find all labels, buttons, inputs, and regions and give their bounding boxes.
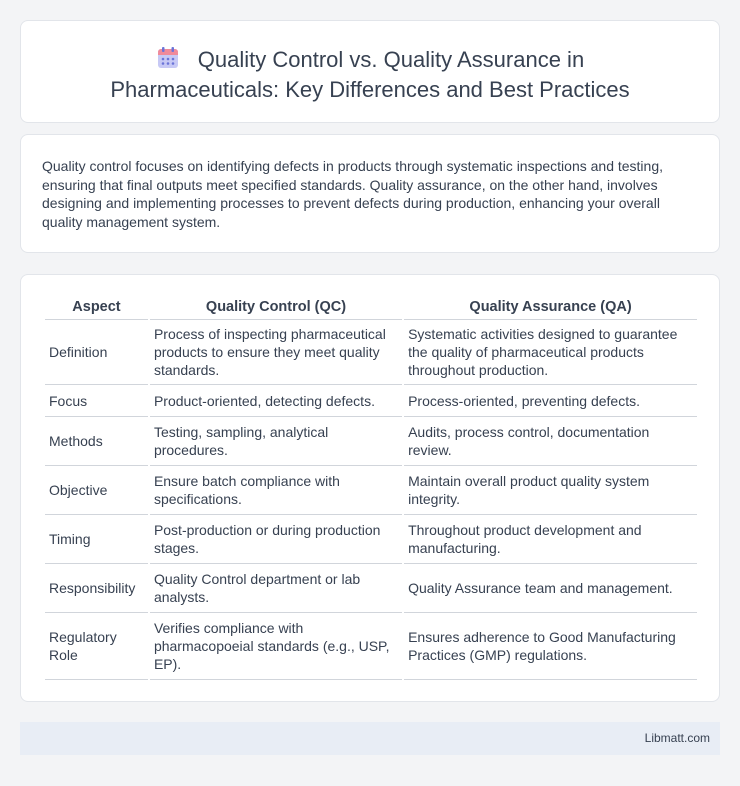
title-line-2: Pharmaceuticals: Key Differences and Best Practices: [110, 77, 630, 102]
comparison-table: [43, 295, 699, 680]
table-row: [45, 466, 697, 515]
table-row: [45, 613, 697, 680]
qa-cell: Audits, process control, documentation review.: [404, 417, 697, 466]
qc-cell: Verifies compliance with pharmacopoeial standards (e.g., USP, EP).: [150, 613, 402, 680]
aspect-cell: Regulatory Role: [45, 613, 148, 680]
qc-cell: Process of inspecting pharmaceutical products to ensure they meet quality standards.: [150, 320, 402, 385]
qc-cell: Post-production or during production stages.: [150, 515, 402, 564]
qa-cell: Ensures adherence to Good Manufacturing Practices (GMP) regulations.: [404, 613, 697, 680]
qc-cell: Testing, sampling, analytical procedures.: [150, 417, 402, 466]
aspect-cell: Timing: [45, 515, 148, 564]
table-row: [45, 515, 697, 564]
qc-cell: Ensure batch compliance with specifications.: [150, 466, 402, 515]
title-line-1: Quality Control vs. Quality Assurance in: [197, 47, 585, 72]
page-title: [21, 45, 719, 105]
qa-cell: Systematic activities designed to guarantee the quality of pharmaceutical products throughout production.: [404, 320, 697, 385]
intro-paragraph: Quality control focuses on identifying defects in products through systematic inspections and testing, ensuring that final outputs meet specified standards. Quality assurance, on the other hand, involves designing and implementing processes to prevent defects during production, enhancing your overall quality management system.: [42, 158, 664, 230]
header-qc: Quality Control (QC): [150, 295, 402, 320]
calendar-icon: [156, 46, 180, 70]
aspect-cell: Definition: [45, 320, 148, 385]
qc-cell: Product-oriented, detecting defects.: [150, 385, 402, 417]
qc-cell: Quality Control department or lab analysts.: [150, 564, 402, 613]
aspect-cell: Objective: [45, 466, 148, 515]
intro-card: [20, 134, 720, 253]
footer-bar: [20, 722, 720, 755]
table-row: [45, 385, 697, 417]
table-header-row: [45, 295, 697, 320]
table-row: [45, 320, 697, 385]
qa-cell: Quality Assurance team and management.: [404, 564, 697, 613]
qa-cell: Process-oriented, preventing defects.: [404, 385, 697, 417]
header-qa: Quality Assurance (QA): [404, 295, 697, 320]
qa-cell: Throughout product development and manufacturing.: [404, 515, 697, 564]
table-row: [45, 564, 697, 613]
comparison-card: [20, 274, 720, 702]
aspect-cell: Responsibility: [45, 564, 148, 613]
footer-site-link[interactable]: Libmatt.com: [644, 731, 710, 745]
qa-cell: Maintain overall product quality system integrity.: [404, 466, 697, 515]
table-row: [45, 417, 697, 466]
header-aspect: Aspect: [45, 295, 148, 320]
title-card: [20, 20, 720, 123]
aspect-cell: Methods: [45, 417, 148, 466]
aspect-cell: Focus: [45, 385, 148, 417]
